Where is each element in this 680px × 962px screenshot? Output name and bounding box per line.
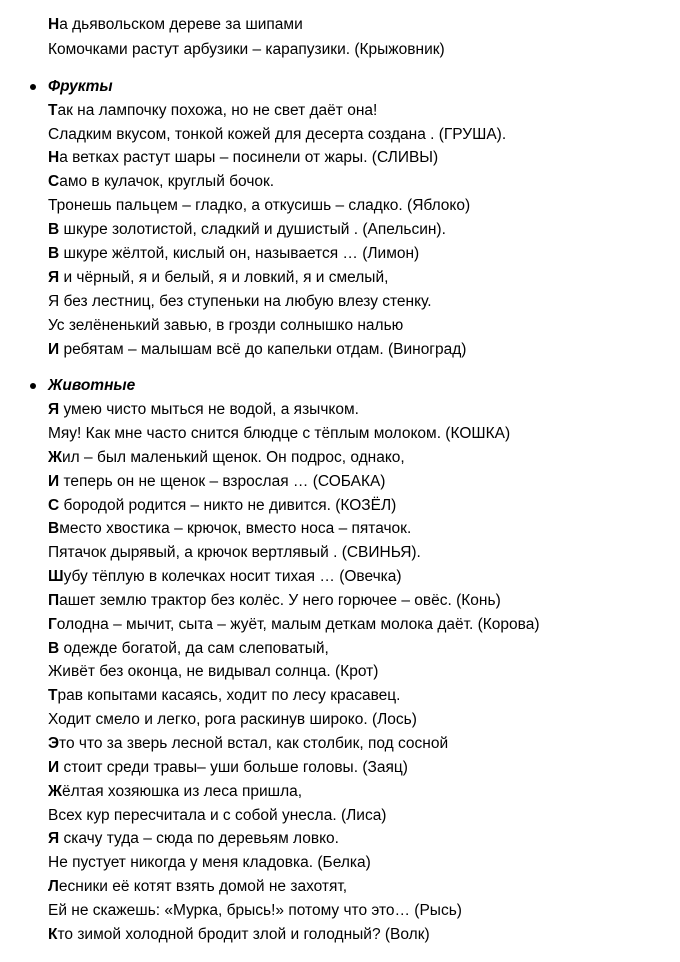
text-line: Само в кулачок, круглый бочок. <box>48 173 275 190</box>
text-line: Ходит смело и легко, рога раскинув широко. (Лось) <box>48 711 417 728</box>
text-line: На дьявольском дереве за шипами <box>48 16 303 33</box>
text-line: Ус зелёненький завью, в грозди солнышко налью <box>48 317 404 334</box>
text-line: В одежде богатой, да сам слеповатый, <box>48 640 329 657</box>
text-line: На ветках растут шары – посинели от жары. (СЛИВЫ) <box>48 149 439 166</box>
text-line: В шкуре жёлтой, кислый он, называется … (Лимон) <box>48 245 420 262</box>
text-line: Сладким вкусом, тонкой кожей для десерта создана . (ГРУША). <box>48 126 507 143</box>
text-line: Вместо хвостика – крючок, вместо носа – пятачок. <box>48 520 412 537</box>
text-line: Трав копытами касаясь, ходит по лесу красавец. <box>48 687 401 704</box>
text-line: Так на лампочку похожа, но не свет даёт она! <box>48 102 378 119</box>
text-line: Голодна – мычит, сыта – жуёт, малым деткам молока даёт. (Корова) <box>48 616 540 633</box>
text-line: И ребятам – малышам всё до капельки отдам. (Виноград) <box>48 341 467 358</box>
text-line: Это что за зверь лесной встал, как столбик, под сосной <box>48 735 449 752</box>
text-line: Мяу! Как мне часто снится блюдце с тёплым молоком. (КОШКА) <box>48 425 511 442</box>
text-line: Не пустует никогда у меня кладовка. (Белка) <box>48 854 371 871</box>
text-line: Я и чёрный, я и белый, я и ловкий, я и смелый, <box>48 269 389 286</box>
text-line: Кто зимой холодной бродит злой и голодный? (Волк) <box>48 926 430 943</box>
text-line: И теперь он не щенок – взрослая … (СОБАКА) <box>48 473 386 490</box>
text-line: Лесники её котят взять домой не захотят, <box>48 878 348 895</box>
text-line: Ей не скажешь: «Мурка, брысь!» потому что это… (Рысь) <box>48 902 462 919</box>
text-line: Комочками растут арбузики – карапузики. (Крыжовник) <box>48 41 445 58</box>
text-line: Тронешь пальцем – гладко, а откусишь – сладко. (Яблоко) <box>48 197 471 214</box>
text-line: В шкуре золотистой, сладкий и душистый . (Апельсин). <box>48 221 446 238</box>
text-line: Жил – был маленький щенок. Он подрос, однако, <box>48 449 405 466</box>
text-line: Всех кур пересчитала и с собой унесла. (Лиса) <box>48 807 387 824</box>
section-title-animals: Животные <box>48 377 136 394</box>
text-line: Пятачок дырявый, а крючок вертлявый . (СВИНЬЯ). <box>48 544 421 561</box>
text-line: С бородой родится – никто не дивится. (КОЗЁЛ) <box>48 497 397 514</box>
text-line: Живёт без оконца, не видывал солнца. (Крот) <box>48 663 379 680</box>
text-line: Я умею чисто мыться не водой, а язычком. <box>48 401 359 418</box>
text-line: Жёлтая хозяюшка из леса пришла, <box>48 783 303 800</box>
text-line: И стоит среди травы– уши больше головы. (Заяц) <box>48 759 408 776</box>
text-line: Шубу тёплую в колечках носит тихая … (Овечка) <box>48 568 402 585</box>
section-title-fruits: Фрукты <box>48 78 113 95</box>
bullet-icon <box>30 383 36 389</box>
text-line: Пашет землю трактор без колёс. У него горючее – овёс. (Конь) <box>48 592 501 609</box>
text-line: Я скачу туда – сюда по деревьям ловко. <box>48 830 339 847</box>
text-line: Я без лестниц, без ступеньки на любую влезу стенку. <box>48 293 432 310</box>
bullet-icon <box>30 84 36 90</box>
